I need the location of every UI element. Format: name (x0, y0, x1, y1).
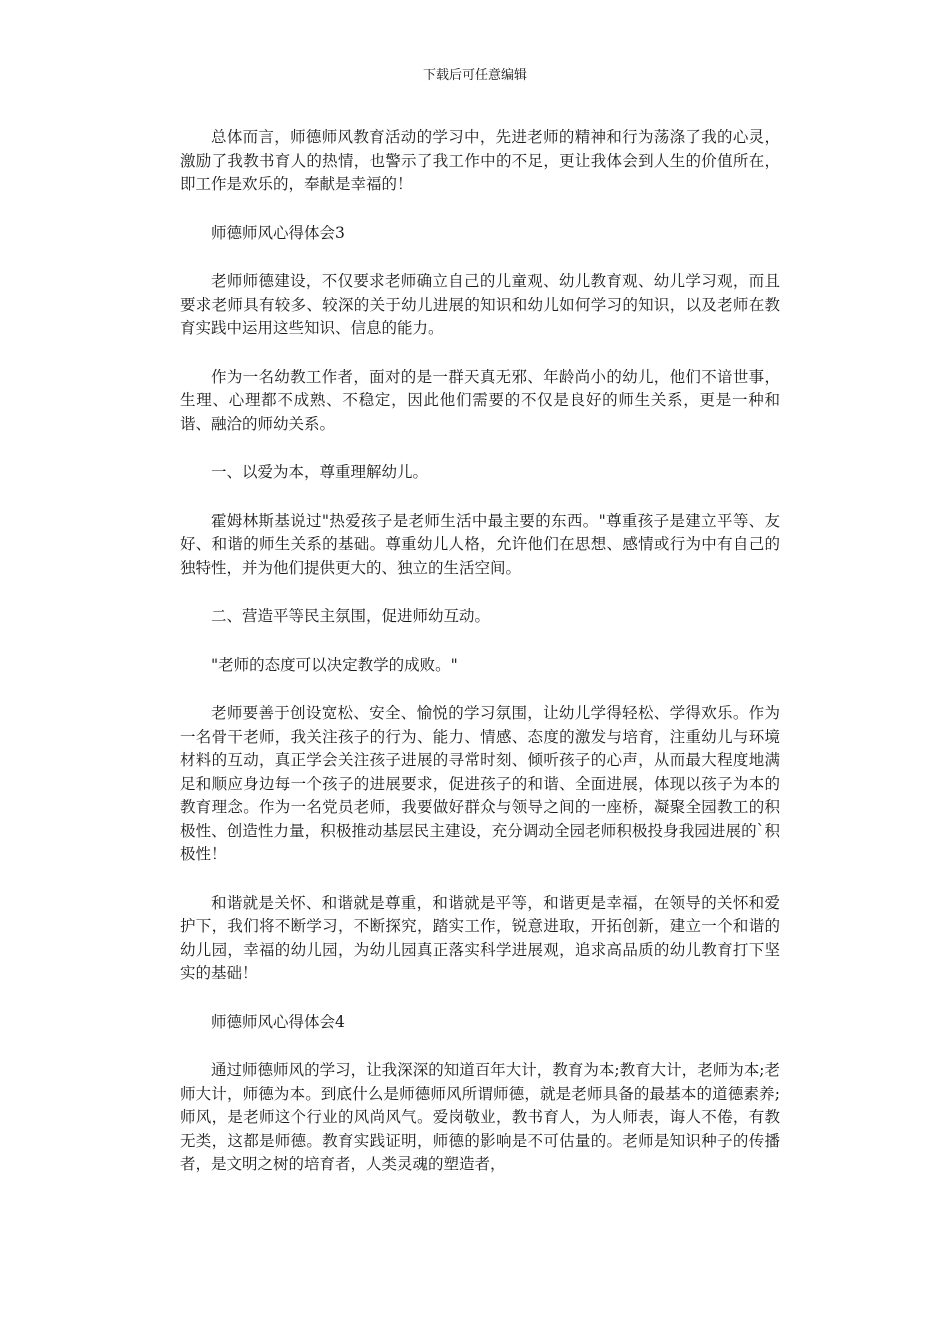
section-heading: 二、营造平等民主氛围，促进师幼互动。 (211, 607, 491, 625)
paragraph: 和谐就是关怀、和谐就是尊重，和谐就是平等，和谐更是幸福，在领导的关怀和爱护下，我们将不断学习，不断探究，踏实工作，锐意进取，开拓创新，建立一个和谐的幼儿园，幸福的幼儿园，为幼儿园真正落实科学进展观，追求高品质的幼儿教育打下坚实的基础！ (180, 893, 780, 982)
paragraph: 霍姆林斯基说过"热爱孩子是老师生活中最主要的东西。"尊重孩子是建立平等、友好、和谐的师生关系的基础。尊重幼儿人格，允许他们在思想、感情或行为中有自己的独特性，并为他们提供更大的、独立的生活空间。 (180, 511, 780, 577)
paragraph: 通过师德师风的学习，让我深深的知道百年大计，教育为本;教育大计，老师为本;老师大计，师德为本。到底什么是师德师风所谓师德，就是老师具备的最基本的道德素养;师风，是老师这个行业的风尚风气。爱岗敬业，教书育人，为人师表，诲人不倦，有教无类，这都是师德。教育实践证明，师德的影响是不可估量的。老师是知识种子的传播者，是文明之树的培育者，人类灵魂的塑造者， (180, 1061, 780, 1173)
section-heading: 师德师风心得体会4 (211, 1012, 345, 1031)
paragraph: 老师要善于创设宽松、安全、愉悦的学习氛围，让幼儿学得轻松、学得欢乐。作为一名骨干老师，我关注孩子的行为、能力、情感、态度的激发与培育，注重幼儿与环境材料的互动，真正学会关注孩子进展的寻常时刻、倾听孩子的心声，从而最大程度地满足和顺应身边每一个孩子的进展要求，促进孩子的和谐、全面进展，体现以孩子为本的教育理念。作为一名党员老师，我要做好群众与领导之间的一座桥，凝聚全园教工的积极性、创造性力量，积极推动基层民主建设，充分调动全园老师积极投身我园进展的`积极性！ (180, 704, 780, 863)
document-body (180, 126, 780, 1202)
section-heading: 一、以爱为本，尊重理解幼儿。 (211, 463, 429, 481)
paragraph: 总体而言，师德师风教育活动的学习中，先进老师的精神和行为荡涤了我的心灵，激励了我教书育人的热情，也警示了我工作中的不足，更让我体会到人生的价值所在，即工作是欢乐的，奉献是幸福的！ (180, 128, 780, 193)
paragraph: 作为一名幼教工作者，面对的是一群天真无邪、年龄尚小的幼儿，他们不谙世事，生理、心理都不成熟、不稳定，因此他们需要的不仅是良好的师生关系，更是一种和谐、融洽的师幼关系。 (180, 367, 780, 433)
section-heading: 师德师风心得体会3 (211, 223, 345, 242)
paragraph: 老师师德建设，不仅要求老师确立自己的儿童观、幼儿教育观、幼儿学习观，而且要求老师具有较多、较深的关于幼儿进展的知识和幼儿如何学习的知识，以及老师在教育实践中运用这些知识、信息的能力。 (180, 272, 780, 337)
page-header: 下载后可任意编辑 (422, 68, 527, 83)
quote-line: "老师的态度可以决定教学的成败。" (211, 655, 458, 674)
